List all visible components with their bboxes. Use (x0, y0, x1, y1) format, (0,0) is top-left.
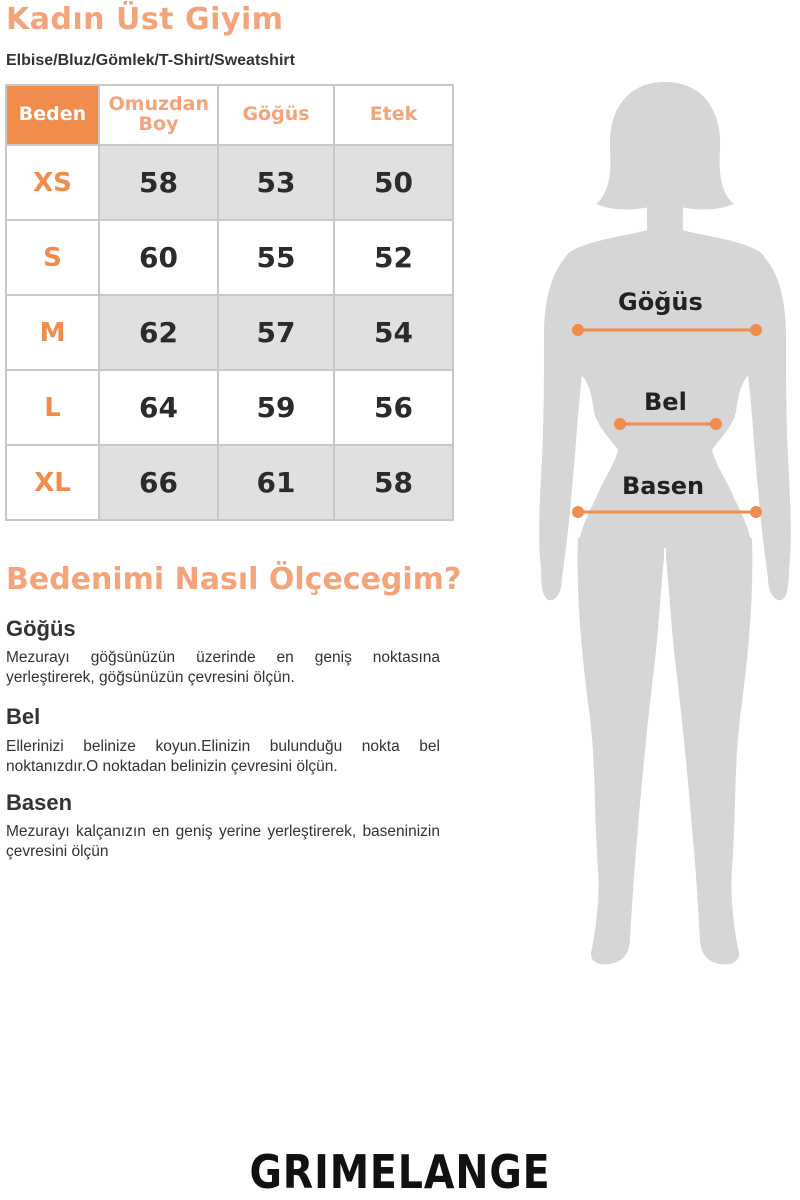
table-row (6, 295, 453, 370)
gogus-cell: 57 (218, 295, 334, 370)
column-header-omuzdan-boy (99, 85, 218, 145)
column-header-etek: Etek (334, 85, 453, 145)
waist-measure-dot-right (710, 418, 722, 430)
page-subtitle: Elbise/Bluz/Gömlek/T-Shirt/Sweatshirt (6, 52, 295, 69)
size-label: XL (6, 445, 99, 520)
hip-measure-dot-left (572, 506, 584, 518)
body-silhouette (530, 78, 800, 978)
gogus-cell: 53 (218, 145, 334, 220)
guide-heading-bel: Bel (6, 704, 41, 729)
size-label: XS (6, 145, 99, 220)
guide-text-basen: Mezurayı kalçanızın en geniş yerine yerleştirerek, baseninizin çevresini ölçün (6, 823, 440, 860)
size-label: S (6, 220, 99, 295)
etek-cell: 58 (334, 445, 453, 520)
etek-cell: 52 (334, 220, 453, 295)
guide-heading-basen: Basen (6, 790, 73, 815)
table-row (6, 445, 453, 520)
table-row (6, 370, 453, 445)
chest-measure-dot-left (572, 324, 584, 336)
guide-text-bel: Ellerinizi belinize koyun.Elinizin bulunduğu nokta bel noktanızdır.O noktadan belinizin çevresini ölçün. (6, 738, 440, 775)
hip-measure-dot-right (750, 506, 762, 518)
guide-text-gogus: Mezurayı göğsünüzün üzerinde en geniş noktasına yerleştirerek, göğsünüzün çevresini ölçün. (6, 649, 440, 686)
etek-cell: 56 (334, 370, 453, 445)
column-header-beden: Beden (6, 85, 99, 145)
chest-measure-dot-right (750, 324, 762, 336)
brand-logo: GRIMELANGE (249, 1145, 551, 1199)
omuzdan-boy-cell: 64 (99, 370, 218, 445)
gogus-cell: 55 (218, 220, 334, 295)
table-row (6, 145, 453, 220)
omuzdan-boy-cell: 62 (99, 295, 218, 370)
gogus-cell: 61 (218, 445, 334, 520)
guide-heading-gogus: Göğüs (6, 616, 76, 641)
etek-cell: 50 (334, 145, 453, 220)
waist-measure-dot-left (614, 418, 626, 430)
chest-label: Göğüs (618, 288, 703, 316)
waist-label: Bel (644, 388, 687, 416)
size-label: L (6, 370, 99, 445)
table-header-row (6, 85, 453, 145)
etek-cell: 54 (334, 295, 453, 370)
table-row (6, 220, 453, 295)
measure-guide-title: Bedenimi Nasıl Ölçecegim? (6, 562, 462, 597)
omuzdan-boy-cell: 58 (99, 145, 218, 220)
size-label: M (6, 295, 99, 370)
column-header-gogus: Göğüs (218, 85, 334, 145)
body-figure (530, 78, 800, 978)
hip-label: Basen (622, 472, 705, 500)
size-table (5, 84, 454, 521)
page-title: Kadın Üst Giyim (6, 2, 284, 37)
gogus-cell: 59 (218, 370, 334, 445)
omuzdan-boy-cell: 66 (99, 445, 218, 520)
column-header-omuzdan-boy-text: Omuzdan Boy (108, 93, 209, 135)
omuzdan-boy-cell: 60 (99, 220, 218, 295)
